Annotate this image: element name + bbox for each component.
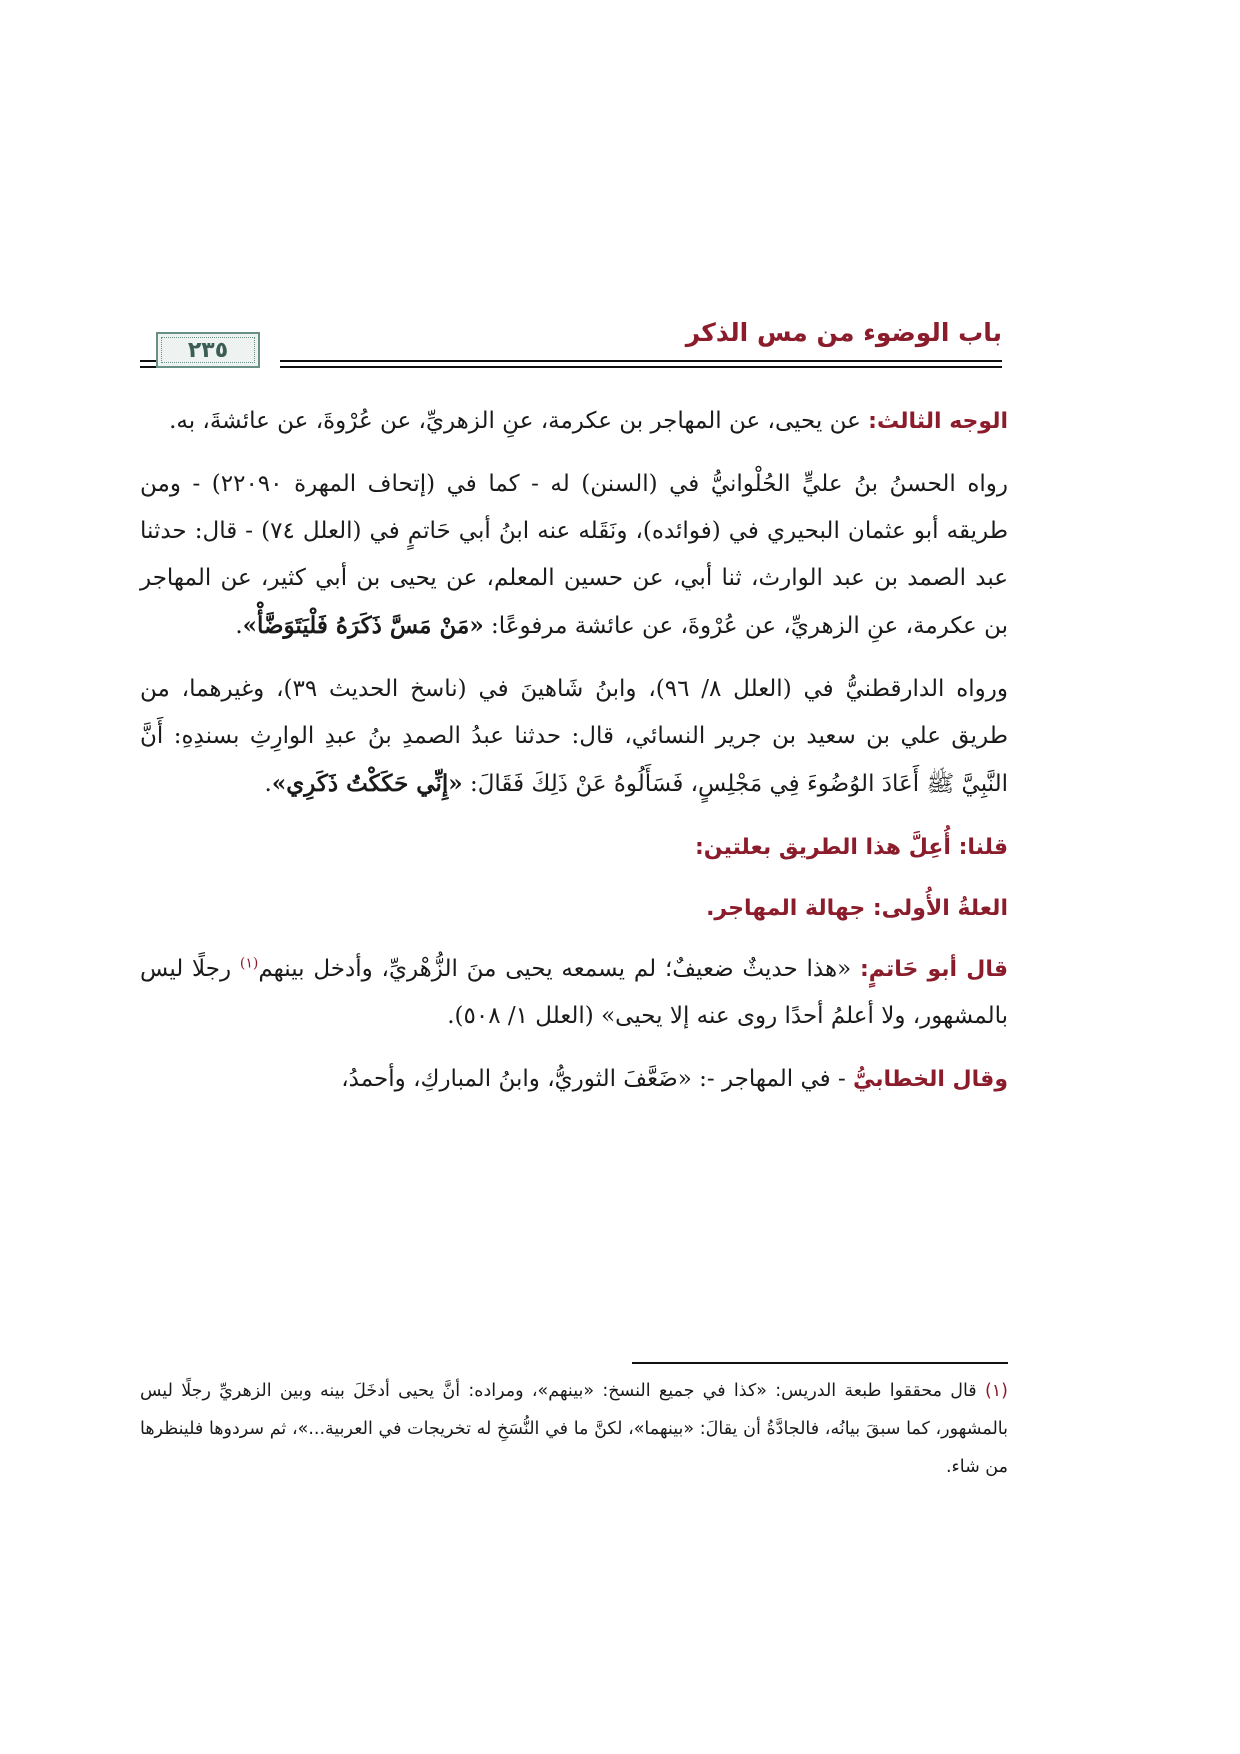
section-heading-two-defects: قلنا: أُعِلَّ هذا الطريق بعلتين: bbox=[695, 835, 1008, 860]
page-number-badge bbox=[156, 332, 260, 368]
paragraph-lead: الوجه الثالث: bbox=[868, 409, 1008, 434]
header-rule-left-2 bbox=[140, 366, 156, 368]
paragraph-lead: قال أبو حَاتمٍ: bbox=[859, 957, 1008, 982]
paragraph-daraqutni bbox=[140, 666, 1008, 808]
paragraph-hulwani bbox=[140, 461, 1008, 650]
paragraph-end: . bbox=[235, 613, 243, 639]
header-rule-right bbox=[280, 360, 1002, 362]
section-heading-first-defect: العلةُ الأُولى: جهالة المهاجر. bbox=[706, 896, 1008, 921]
page-header bbox=[140, 318, 1002, 374]
footnote bbox=[140, 1372, 1008, 1486]
footnote-separator bbox=[632, 1362, 1008, 1364]
paragraph-text-continued: رجلًا ليس بالمشهور، ولا أعلمُ أحدًا روى عنه إلا يحيى» (العلل ١/ ٥٠٨). bbox=[140, 956, 1008, 1029]
paragraph-text: - في المهاجر -: «ضَعَّفَ الثوريُّ، وابنُ المباركِ، وأحمدُ، bbox=[341, 1066, 854, 1092]
paragraph-text: ورواه الدارقطنيُّ في (العلل ٨/ ٩٦)، وابنُ شَاهينَ في (ناسخ الحديث ٣٩)، وغيرهما، من طريق علي بن سعيد بن جرير النسائي، قال: حدثنا عبدُ الصمدِ بنُ عبدِ الوارِثِ بسندِهِ: أَنَّ النَّبِيَّ ﷺ أَعَادَ الوُضُوءَ فِي مَجْلِسٍ، فَسَأَلُوهُ عَنْ ذَلِكَ فَقَالَ: bbox=[140, 676, 1008, 797]
page-body bbox=[140, 398, 1008, 1119]
paragraph-abu-hatim bbox=[140, 946, 1008, 1040]
footnote-reference[interactable]: (١) bbox=[239, 955, 259, 972]
header-rule-left bbox=[140, 360, 156, 362]
footnote-number: (١) bbox=[984, 1381, 1008, 1401]
hadith-quote: «مَنْ مَسَّ ذَكَرَهُ فَلْيَتَوَضَّأْ» bbox=[242, 612, 484, 639]
footnote-text: قال محققوا طبعة الدريس: «كذا في جميع النسخ: «بينهم»، ومراده: أنَّ يحيى أدخَلَ بينه وبين الزهريِّ رجلًا ليس بالمشهور، كما سبقَ بيانُه، فالجادَّةُ أن يقالَ: «بينهما»، لكنَّ ما في النُّسَخِ له تخريجات في العربية...»، ثم سردوها فلينظرها من شاء. bbox=[140, 1381, 1008, 1477]
paragraph-third-aspect bbox=[140, 398, 1008, 445]
hadith-quote: «إِنِّي حَكَكْتُ ذَكَرِي» bbox=[271, 770, 463, 797]
paragraph-text: عن يحيى، عن المهاجر بن عكرمة، عنِ الزهريِّ، عن عُرْوةَ، عن عائشةَ، به. bbox=[169, 408, 869, 434]
paragraph-text: رواه الحسنُ بنُ عليٍّ الحُلْوانيُّ في (السنن) له - كما في (إتحاف المهرة ٢٢٠٩٠) - ومن طريقه أبو عثمان البحيري في (فوائده)، ونَقَله عنه ابنُ أبي حَاتمٍ في (العلل ٧٤) - قال: حدثنا عبد الصمد بن عبد الوارث، ثنا أبي، عن حسين المعلم، عن يحيى بن أبي كثير، عن المهاجر بن عكرمة، عنِ الزهريِّ، عن عُرْوةَ، عن عائشة مرفوعًا: bbox=[140, 471, 1009, 639]
paragraph-text: «هذا حديثٌ ضعيفٌ؛ لم يسمعه يحيى منَ الزُّهْريِّ، وأدخل بينهم bbox=[258, 956, 860, 982]
paragraph-end: . bbox=[264, 771, 272, 797]
paragraph-lead: وقال الخطابيُّ bbox=[853, 1067, 1008, 1092]
header-rule-right-2 bbox=[280, 366, 1002, 368]
paragraph-khattabi bbox=[140, 1056, 1008, 1103]
page-number: ٢٣٥ bbox=[187, 337, 229, 363]
chapter-title: باب الوضوء من مس الذكر bbox=[685, 318, 1002, 347]
